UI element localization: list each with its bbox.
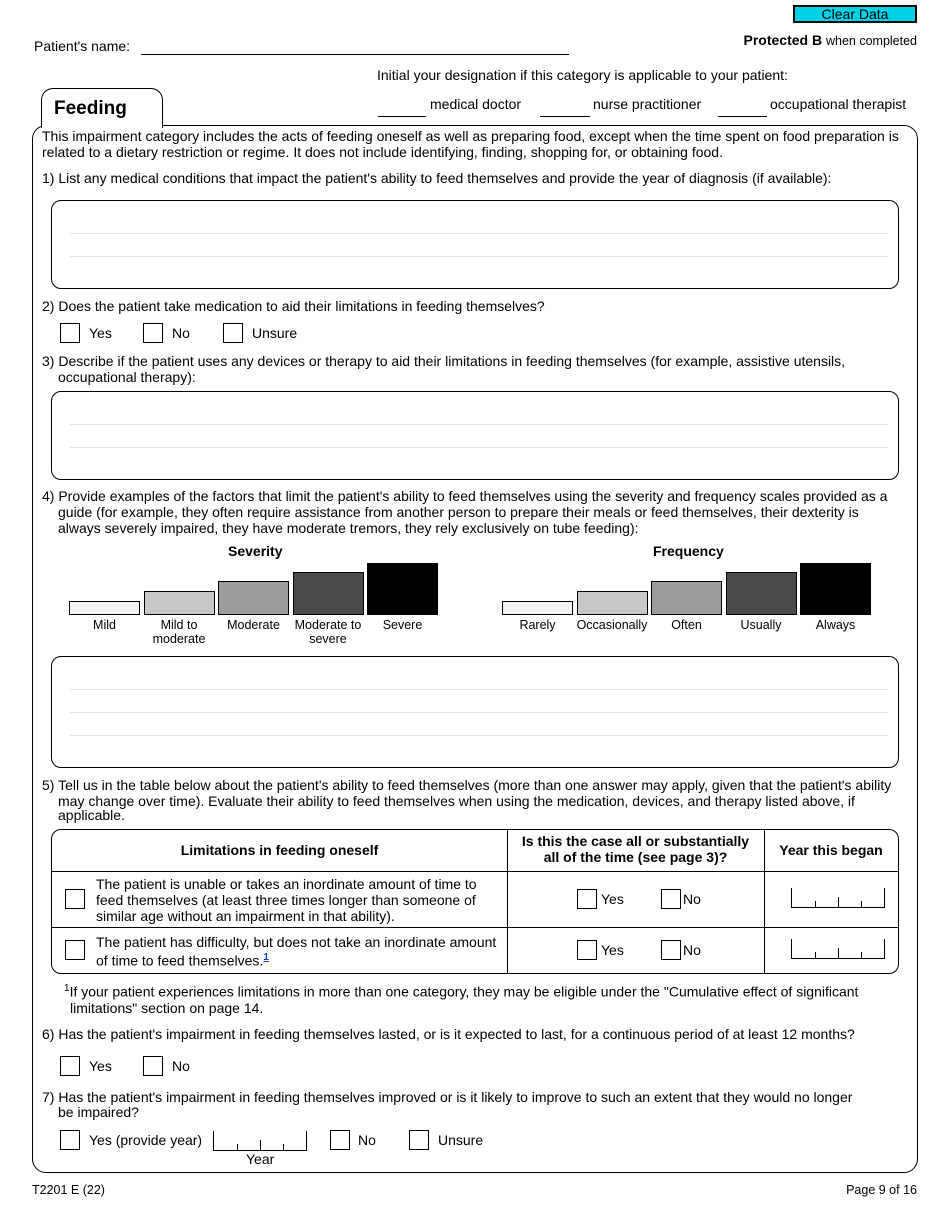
q7-unsure-label: Unsure	[438, 1132, 484, 1148]
q2-yes-label: Yes	[89, 325, 112, 341]
form-id: T2201 E (22)	[32, 1183, 105, 1197]
section-title: Feeding	[54, 98, 127, 119]
question-7-line-1: 7) Has the patient's impairment in feeding themselves improved or is it likely to improve to such an extent that they would no longer	[42, 1089, 853, 1105]
col-header-year: Year this began	[779, 842, 883, 858]
question-2: 2) Does the patient take medication to aid their limitations in feeding themselves?	[42, 298, 545, 314]
q6-no-checkbox[interactable]	[143, 1056, 163, 1076]
severity-bar-1	[69, 601, 140, 615]
q2-unsure-label: Unsure	[252, 325, 298, 341]
row2-yes-label: Yes	[601, 942, 624, 958]
frequency-bar-1	[502, 601, 573, 615]
q2-no-label: No	[172, 325, 190, 341]
row1-no-checkbox[interactable]	[661, 889, 681, 909]
designation-nurse-practitioner: nurse practitioner	[593, 96, 702, 112]
q7-yes-label: Yes (provide year)	[89, 1132, 203, 1148]
col-header-substantially: Is this the case all or substantially all of the time (see page 3)?	[521, 833, 750, 865]
frequency-bar-3	[651, 581, 722, 615]
frequency-label-5: Always	[815, 618, 856, 632]
q4-answer-box[interactable]	[51, 656, 899, 768]
q7-no-checkbox[interactable]	[330, 1130, 350, 1150]
severity-label-5: Severe	[382, 618, 423, 632]
row2-no-label: No	[683, 942, 701, 958]
severity-label-1: Mild	[93, 618, 116, 632]
page-number: Page 9 of 16	[846, 1183, 917, 1197]
row2-yes-checkbox[interactable]	[577, 940, 597, 960]
row1-year-field[interactable]	[791, 888, 885, 908]
initial-field-nurse-practitioner[interactable]	[540, 116, 590, 117]
question-3-line-1: 3) Describe if the patient uses any devices or therapy to aid their limitations in feeding themselves (for example, assistive utensils,	[42, 353, 846, 369]
section-intro: This impairment category includes the acts of feeding oneself as well as preparing food, except when the time spent on food preparation is related to a dietary restriction or regime. It does not include identifying, finding, shopping for, or obtaining food.	[42, 128, 899, 160]
q6-yes-label: Yes	[89, 1058, 112, 1074]
frequency-bar-4	[726, 572, 797, 615]
q3-answer-box[interactable]	[51, 391, 899, 480]
question-4-line-2: guide (for example, they often require assistance from another person to prepare their meals or feed themselves, their dexterity is	[58, 504, 859, 520]
severity-label-2: Mild to moderate	[152, 618, 206, 646]
row1-no-label: No	[683, 891, 701, 907]
frequency-label-3: Often	[671, 618, 702, 632]
col-header-limitations: Limitations in feeding oneself	[180, 842, 379, 858]
footnote: $^1$If your patient experiences limitations in more than one category, they may be eligible under the "Cumulative effect of significant limitations" section on page 14.	[64, 983, 859, 1016]
frequency-label-2: Occasionally	[576, 618, 648, 632]
question-3-line-2: occupational therapy):	[58, 369, 196, 385]
severity-bar-3	[218, 581, 289, 615]
q7-yes-checkbox[interactable]	[60, 1130, 80, 1150]
footnote-link[interactable]: 1	[263, 952, 269, 963]
q7-unsure-checkbox[interactable]	[409, 1130, 429, 1150]
frequency-label-4: Usually	[740, 618, 782, 632]
frequency-bar-2	[577, 591, 648, 615]
designation-prompt: Initial your designation if this category is applicable to your patient:	[377, 67, 788, 83]
question-4-line-1: 4) Provide examples of the factors that limit the patient's ability to feed themselves using the severity and frequency scales provided as a	[42, 488, 888, 504]
row2-year-field[interactable]	[791, 939, 885, 959]
row1-limitation-checkbox[interactable]	[65, 889, 85, 909]
row1-yes-label: Yes	[601, 891, 624, 907]
initial-field-medical-doctor[interactable]	[378, 116, 426, 117]
question-7-line-2: be impaired?	[58, 1104, 139, 1120]
q2-unsure-checkbox[interactable]	[223, 323, 243, 343]
q1-answer-box[interactable]	[51, 200, 899, 289]
question-5-line-2: may change over time). Evaluate their ability to feed themselves when using the medication, devices, and therapy listed above, if	[58, 793, 855, 809]
q2-yes-checkbox[interactable]	[60, 323, 80, 343]
question-5-line-1: 5) Tell us in the table below about the patient's ability to feed themselves (more than one answer may apply, given that the patient's ability	[42, 777, 892, 793]
severity-bar-5	[367, 563, 438, 615]
frequency-label-1: Rarely	[519, 618, 556, 632]
question-5-line-3: applicable.	[58, 807, 125, 823]
q7-year-label: Year	[246, 1151, 275, 1167]
clear-data-button[interactable]: Clear Data	[793, 5, 917, 23]
severity-bar-2	[144, 591, 215, 615]
q2-no-checkbox[interactable]	[143, 323, 163, 343]
limitations-table	[51, 829, 899, 974]
patient-name-field[interactable]	[141, 54, 569, 55]
row1-limitation-text: The patient is unable or takes an inordinate amount of time to feed themselves (at least three times longer than someone of similar age without an impairment in that ability).	[96, 876, 477, 924]
row1-yes-checkbox[interactable]	[577, 889, 597, 909]
severity-title: Severity	[228, 543, 283, 559]
row2-limitation-checkbox[interactable]	[65, 940, 85, 960]
protected-b-label: Protected B when completed	[743, 32, 917, 48]
q7-no-label: No	[358, 1132, 376, 1148]
severity-label-4: Moderate to severe	[294, 618, 362, 646]
section-tab	[41, 88, 163, 128]
q7-year-field[interactable]	[213, 1131, 307, 1151]
initial-field-occupational-therapist[interactable]	[718, 116, 767, 117]
question-1: 1) List any medical conditions that impact the patient's ability to feed themselves and provide the year of diagnosis (if available):	[42, 170, 832, 186]
row2-no-checkbox[interactable]	[661, 940, 681, 960]
patient-name-label: Patient's name:	[34, 38, 131, 54]
severity-bar-4	[293, 572, 364, 615]
designation-medical-doctor: medical doctor	[430, 96, 522, 112]
question-6: 6) Has the patient's impairment in feeding themselves lasted, or is it expected to last, for a continuous period of at least 12 months?	[42, 1026, 855, 1042]
question-4-line-3: always severely impaired, they have moderate tremors, they rely exclusively on tube feeding):	[58, 520, 639, 536]
frequency-bar-5	[800, 563, 871, 615]
q6-no-label: No	[172, 1058, 190, 1074]
designation-occupational-therapist: occupational therapist	[770, 96, 907, 112]
frequency-title: Frequency	[653, 543, 724, 559]
q6-yes-checkbox[interactable]	[60, 1056, 80, 1076]
row2-limitation-text: The patient has difficulty, but does not take an inordinate amount of time to feed themselves.$^1$	[96, 934, 497, 969]
severity-label-3: Moderate	[227, 618, 280, 632]
